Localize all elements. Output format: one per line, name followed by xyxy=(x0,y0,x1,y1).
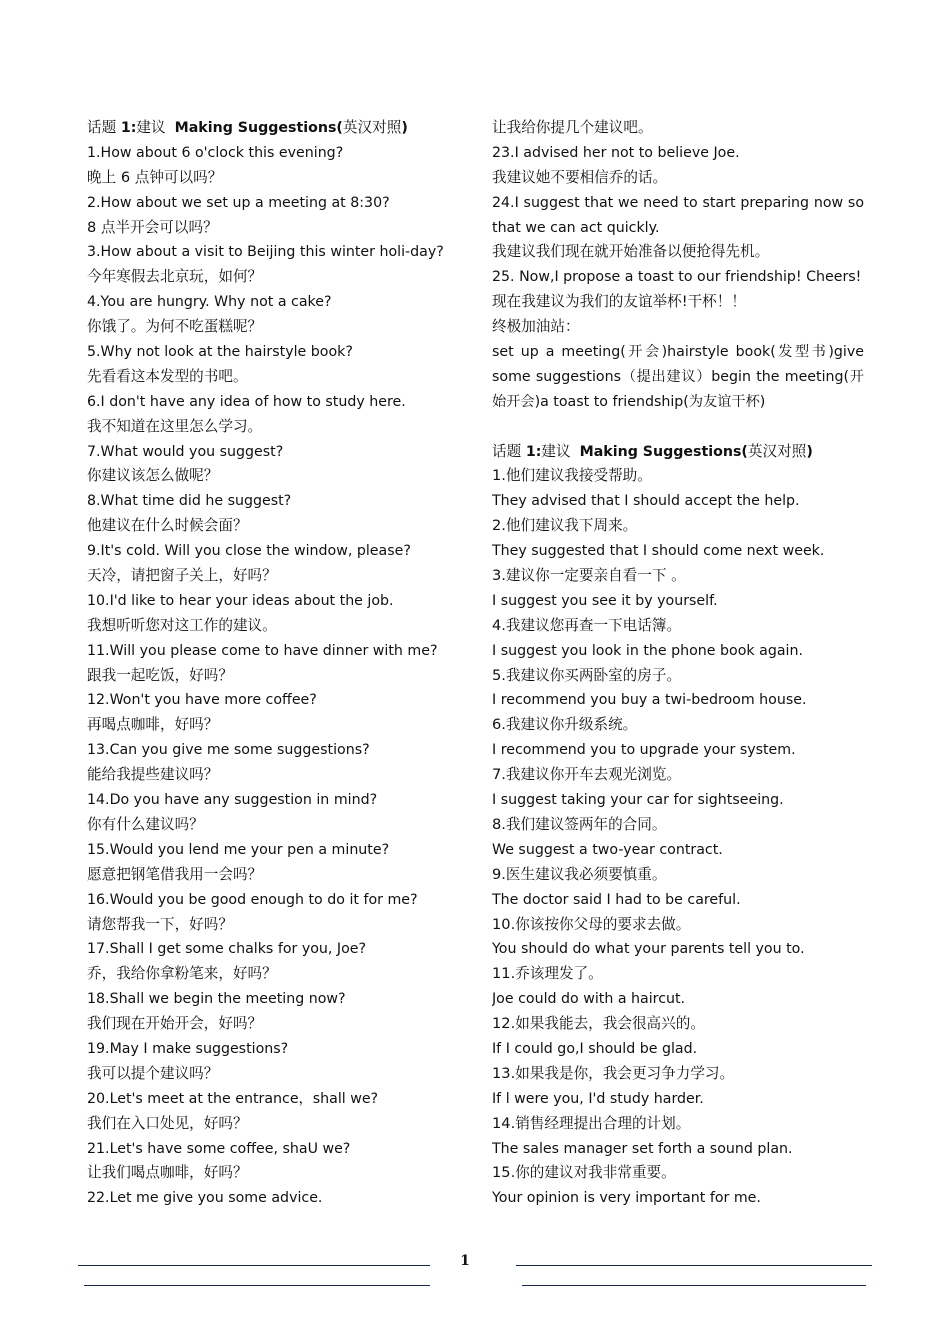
english-line: We suggest a two-year contract. xyxy=(492,841,723,858)
english-line: 15.Would you lend me your pen a minute? xyxy=(87,841,390,858)
chinese-line: 10.你该按你父母的要求去做。 xyxy=(492,915,691,933)
footer-rule-right-top xyxy=(516,1265,872,1266)
section-heading: 话题 1:建议 Making Suggestions(英汉对照) xyxy=(492,442,813,460)
english-line: 5.Why not look at the hairstyle book? xyxy=(87,344,353,361)
english-line: You should do what your parents tell you to. xyxy=(492,941,805,958)
english-line: 11.Will you please come to have dinner with me? xyxy=(87,642,438,659)
english-line: They suggested that I should come next week. xyxy=(492,543,825,560)
english-line: 12.Won't you have more coffee? xyxy=(87,692,317,709)
chinese-line: 7.我建议你开车去观光浏览。 xyxy=(492,766,682,784)
chinese-line: 2.他们建议我下周来。 xyxy=(492,517,638,535)
right-column xyxy=(492,116,864,1211)
chinese-line: 1.他们建议我接受帮助。 xyxy=(492,467,652,485)
english-line: 23.I advised her not to believe Joe. xyxy=(492,144,740,161)
english-line: Joe could do with a haircut. xyxy=(492,991,686,1008)
english-line: 9.It's cold. Will you close the window, please? xyxy=(87,543,411,560)
footer-rule-right-bottom xyxy=(522,1285,866,1286)
chinese-line: 你建议该怎么做呢？ xyxy=(87,467,219,485)
english-line: 21.Let's have some coffee, shaU we? xyxy=(87,1140,351,1157)
footer-rule-left-bottom xyxy=(84,1285,430,1286)
english-line: I suggest taking your car for sightseeing. xyxy=(492,792,784,809)
chinese-line: 终极加油站： xyxy=(492,318,580,336)
english-line: I recommend you to upgrade your system. xyxy=(492,742,796,759)
english-line: 24.I suggest that we need to start preparing now so xyxy=(492,194,864,211)
chinese-line: 我想听听您对这工作的建议。 xyxy=(87,616,277,634)
chinese-line: 请您帮我一下，好吗？ xyxy=(87,915,233,933)
chinese-line: 8 点半开会可以吗？ xyxy=(87,218,218,236)
chinese-line: 让我给你提几个建议吧。 xyxy=(492,119,653,136)
chinese-line: 5.我建议你买两卧室的房子。 xyxy=(492,666,682,684)
english-line: The sales manager set forth a sound plan. xyxy=(492,1140,793,1157)
chinese-line: 天冷，请把窗子关上，好吗？ xyxy=(87,567,277,585)
english-line: I recommend you buy a twi-bedroom house. xyxy=(492,692,807,709)
chinese-line: 今年寒假去北京玩，如何？ xyxy=(87,268,263,286)
chinese-line: 让我们喝点咖啡，好吗？ xyxy=(87,1164,248,1182)
english-line: 7.What would you suggest? xyxy=(87,443,284,460)
chinese-line: 15.你的建议对我非常重要。 xyxy=(492,1164,676,1182)
chinese-line: 14.销售经理提出合理的计划。 xyxy=(492,1114,691,1132)
chinese-line: 我不知道在这里怎么学习。 xyxy=(87,417,263,435)
left-column xyxy=(87,116,447,1211)
footer-rule-left-top xyxy=(78,1265,430,1266)
english-line: If I could go,I should be glad. xyxy=(492,1040,698,1057)
english-line: 10.I'd like to hear your ideas about the job. xyxy=(87,592,394,609)
chinese-line: 我建议我们现在就开始准备以便抢得先机。 xyxy=(492,243,770,261)
english-line: 22.Let me give you some advice. xyxy=(87,1190,323,1207)
chinese-line: 晚上 6 点钟可以吗？ xyxy=(87,168,223,186)
english-line: The doctor said I had to be careful. xyxy=(492,891,741,908)
spacer xyxy=(492,415,864,440)
section-heading: 话题 1:建议 Making Suggestions(英汉对照) xyxy=(87,119,408,136)
chinese-line: 愿意把钢笔借我用一会吗？ xyxy=(87,865,263,883)
english-line: I suggest you see it by yourself. xyxy=(492,592,718,609)
english-line: 6.I don't have any idea of how to study here. xyxy=(87,393,406,410)
chinese-line: 11.乔该理发了。 xyxy=(492,965,603,983)
chinese-line: 先看看这本发型的书吧。 xyxy=(87,367,248,385)
english-line: that we can act quickly. xyxy=(492,219,660,236)
english-line: 25. Now,I propose a toast to our friendship! Cheers! xyxy=(492,269,862,286)
english-line: 17.Shall I get some chalks for you, Joe? xyxy=(87,941,367,958)
chinese-line: 我可以提个建议吗？ xyxy=(87,1064,219,1082)
chinese-line: 你饿了。为何不吃蛋糕呢？ xyxy=(87,318,263,336)
english-line: 4.You are hungry. Why not a cake? xyxy=(87,294,332,311)
english-line: 始开会)a toast to friendship(为友谊干杯) xyxy=(492,393,766,410)
english-line: 19.May I make suggestions? xyxy=(87,1040,289,1057)
chinese-line: 他建议在什么时候会面？ xyxy=(87,517,248,535)
english-line: 2.How about we set up a meeting at 8:30? xyxy=(87,194,390,211)
english-line: I suggest you look in the phone book again. xyxy=(492,642,803,659)
chinese-line: 我们现在开始开会，好吗？ xyxy=(87,1015,263,1033)
english-line: 13.Can you give me some suggestions? xyxy=(87,742,370,759)
english-line: 3.How about a visit to Beijing this winter holi-day? xyxy=(87,244,444,261)
english-line: 8.What time did he suggest? xyxy=(87,493,292,510)
chinese-line: 13.如果我是你，我会更习争力学习。 xyxy=(492,1064,735,1082)
english-line: Your opinion is very important for me. xyxy=(492,1190,761,1207)
chinese-line: 3.建议你一定要亲自看一下 。 xyxy=(492,567,686,585)
english-line: 1.How about 6 o'clock this evening? xyxy=(87,144,344,161)
chinese-line: 我建议她不要相信乔的话。 xyxy=(492,168,668,186)
chinese-line: 能给我提些建议吗？ xyxy=(87,766,219,784)
chinese-line: 跟我一起吃饭，好吗？ xyxy=(87,666,233,684)
chinese-line: 6.我建议你升级系统。 xyxy=(492,716,638,734)
page-footer xyxy=(0,1250,950,1300)
chinese-line: 再喝点咖啡，好吗？ xyxy=(87,716,219,734)
english-line: 14.Do you have any suggestion in mind? xyxy=(87,792,378,809)
chinese-line: 12.如果我能去，我会很高兴的。 xyxy=(492,1015,705,1033)
english-line: set up a meeting(开会)hairstyle book(发型书)give xyxy=(492,344,864,361)
chinese-line: 现在我建议为我们的友谊举杯!干杯！！ xyxy=(492,293,746,311)
chinese-line: 8.我们建议签两年的合同。 xyxy=(492,815,667,833)
chinese-line: 9.医生建议我必须要慎重。 xyxy=(492,865,667,883)
chinese-line: 我们在入口处见，好吗？ xyxy=(87,1114,248,1132)
chinese-line: 4.我建议您再查一下电话簿。 xyxy=(492,616,682,634)
english-line: 20.Let's meet at the entrance，shall we? xyxy=(87,1090,379,1107)
chinese-line: 乔，我给你拿粉笔来，好吗？ xyxy=(87,965,277,983)
chinese-line: 你有什么建议吗？ xyxy=(87,815,204,833)
english-line: 18.Shall we begin the meeting now? xyxy=(87,991,346,1008)
english-line: They advised that I should accept the help. xyxy=(492,493,800,510)
english-line: some suggestions（提出建议）begin the meeting(开 xyxy=(492,368,864,385)
page-number: 1 xyxy=(460,1253,470,1269)
english-line: 16.Would you be good enough to do it for me? xyxy=(87,891,418,908)
english-line: If l were you, I'd study harder. xyxy=(492,1090,704,1107)
